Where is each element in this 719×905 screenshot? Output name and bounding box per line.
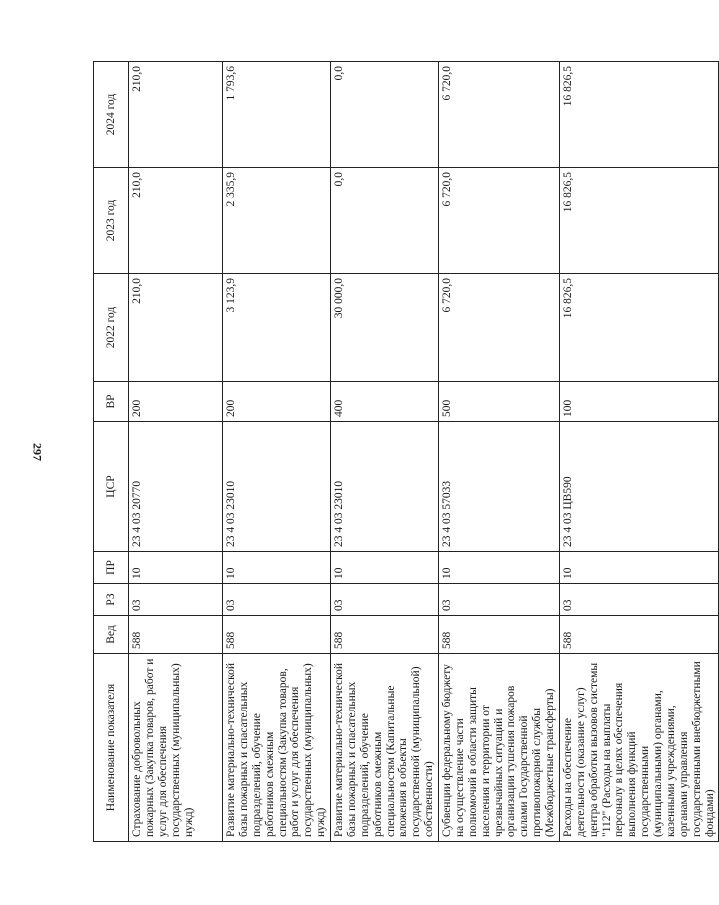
cell-2024: 16 826,5 <box>559 62 719 168</box>
cell-ved: 588 <box>223 616 331 654</box>
cell-2024: 0,0 <box>331 62 439 168</box>
cell-pr: 10 <box>331 552 439 584</box>
cell-2023: 2 335,9 <box>223 168 331 274</box>
cell-pr: 10 <box>223 552 331 584</box>
header-ved: Вед <box>94 616 129 654</box>
header-vr: ВР <box>94 382 129 422</box>
cell-pr: 10 <box>439 552 560 584</box>
budget-table <box>93 61 719 842</box>
cell-pr: 10 <box>559 552 719 584</box>
cell-rz: 03 <box>559 584 719 616</box>
header-csr: ЦСР <box>94 422 129 552</box>
cell-pr: 10 <box>129 552 223 584</box>
cell-rz: 03 <box>129 584 223 616</box>
cell-2022: 6 720,0 <box>439 274 560 382</box>
cell-2024: 210,0 <box>129 62 223 168</box>
header-2024: 2024 год <box>94 62 129 168</box>
cell-vr: 200 <box>223 382 331 422</box>
cell-rz: 03 <box>439 584 560 616</box>
cell-ved: 588 <box>559 616 719 654</box>
cell-rz: 03 <box>223 584 331 616</box>
cell-2022: 210,0 <box>129 274 223 382</box>
cell-vr: 200 <box>129 382 223 422</box>
cell-name: Страхование добровольных пожарных (Закупка товаров, работ и услуг для обеспечения государственных (муниципальных) нужд) <box>129 654 223 842</box>
cell-2023: 210,0 <box>129 168 223 274</box>
header-2022: 2022 год <box>94 274 129 382</box>
table-row <box>331 62 439 842</box>
table-header-row <box>94 62 129 842</box>
cell-ved: 588 <box>129 616 223 654</box>
cell-csr: 23 4 03 23010 <box>223 422 331 552</box>
cell-2022: 30 000,0 <box>331 274 439 382</box>
cell-csr: 23 4 03 57033 <box>439 422 560 552</box>
table-row <box>223 62 331 842</box>
header-name: Наименование показателя <box>94 654 129 842</box>
cell-rz: 03 <box>331 584 439 616</box>
header-pr: ПР <box>94 552 129 584</box>
cell-ved: 588 <box>331 616 439 654</box>
cell-2023: 0,0 <box>331 168 439 274</box>
cell-2023: 16 826,5 <box>559 168 719 274</box>
cell-ved: 588 <box>439 616 560 654</box>
table-row <box>129 62 223 842</box>
cell-name: Расходы на обеспечение деятельности (оказание услуг) центра обработки вызовов системы "112" (Расходы на выплаты персоналу в целях обеспечения выполнения функций государственными (муниципальными) органами, казенными учреждениями, органами управления государственными внебюджетными фондами) <box>559 654 719 842</box>
table-row <box>559 62 719 842</box>
cell-csr: 23 4 03 23010 <box>331 422 439 552</box>
cell-name: Развитие материально-технической базы пожарных и спасательных подразделений, обучение работников смежным специальностям (Закупка товаров, работ и услуг для обеспечения государственных (муниципальных) нужд) <box>223 654 331 842</box>
cell-2024: 6 720,0 <box>439 62 560 168</box>
header-rz: РЗ <box>94 584 129 616</box>
cell-2022: 16 826,5 <box>559 274 719 382</box>
cell-vr: 400 <box>331 382 439 422</box>
page-number: 297 <box>30 443 45 461</box>
cell-2023: 6 720,0 <box>439 168 560 274</box>
cell-vr: 100 <box>559 382 719 422</box>
table-row <box>439 62 560 842</box>
header-2023: 2023 год <box>94 168 129 274</box>
rotated-page <box>93 62 716 842</box>
cell-2022: 3 123,9 <box>223 274 331 382</box>
cell-csr: 23 4 03 ЦВ590 <box>559 422 719 552</box>
cell-vr: 500 <box>439 382 560 422</box>
cell-name: Развитие материально-технической базы пожарных и спасательных подразделений, обучение работников смежным специальностям (Капитальные вложения в объекты государственной (муниципальной) собственности) <box>331 654 439 842</box>
cell-2024: 1 793,6 <box>223 62 331 168</box>
cell-name: Субвенции федеральному бюджету на осуществление части полномочий в области защиты населения и территории от чрезвычайных ситуаций и организации тушения пожаров силами Государственной противопожарной службы (Межбюджетные трансферты) <box>439 654 560 842</box>
cell-csr: 23 4 03 20770 <box>129 422 223 552</box>
